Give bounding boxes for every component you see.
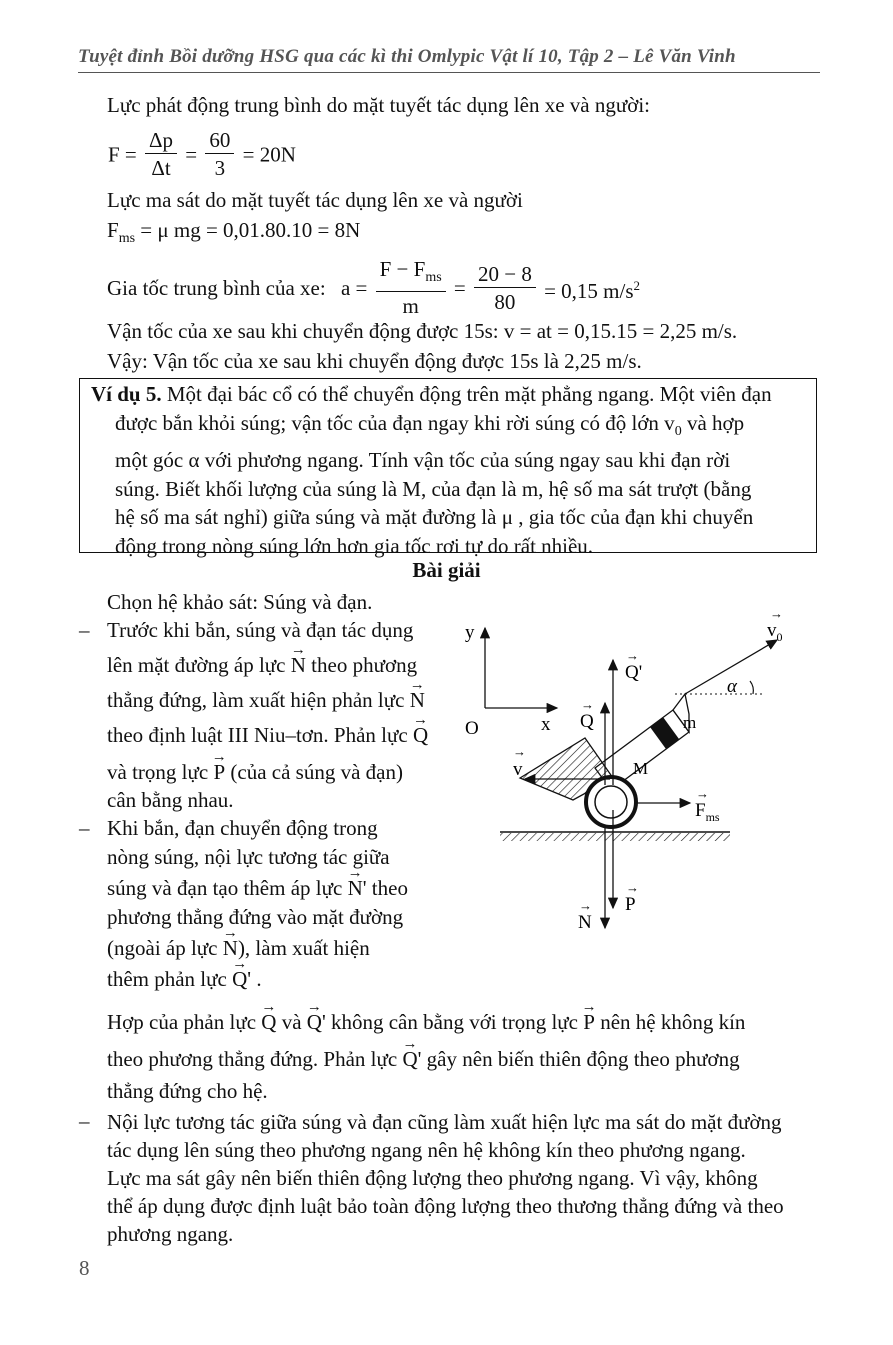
qp-text: Q: [625, 662, 639, 683]
origin-label: O: [465, 718, 479, 739]
b2-line-2: nòng súng, nội lực tương tác giữa: [107, 845, 390, 869]
p3-l1a: Hợp của phản lực: [107, 1010, 262, 1034]
b1-l4a: theo định luật III Niu–tơn. Phản lực: [107, 723, 413, 747]
vector-n: → N: [291, 652, 306, 678]
eq-sign: =: [453, 276, 466, 301]
p3-line-2: [107, 1046, 740, 1072]
b1-line-5: [107, 759, 403, 785]
b2-l6a: thêm phản lực: [107, 967, 233, 991]
velocity-line: Vận tốc của xe sau khi chuyển động được 15s: v = at = 0,15.15 = 2,25 m/s.: [107, 319, 738, 343]
n-label: N: [578, 912, 592, 933]
p4-line-4: thể áp dụng được định luật bảo toàn động lượng theo thương thẳng đứng và theo: [107, 1194, 784, 1218]
friction-rest: = μ mg = 0,01.80.10 = 8N: [135, 218, 361, 242]
q-prime-label: [625, 662, 642, 683]
qp-vector-arrow: →: [626, 648, 639, 663]
y-label: y: [465, 622, 475, 643]
bullet-dash-3: –: [79, 1109, 90, 1133]
b1-line-2: [107, 652, 417, 678]
running-header: Tuyệt đỉnh Bồi dưỡng HSG qua các kì thi Omlypic Vật lí 10, Tập 2 – Lê Văn Vinh: [78, 46, 736, 67]
example-label: Ví dụ 5.: [91, 382, 162, 406]
vector-n: → N: [410, 687, 425, 713]
cannon-force-diagram: [445, 610, 830, 935]
b1-l2a: lên mặt đường áp lực: [107, 653, 291, 677]
result-text: = 0,15 m/s: [544, 278, 634, 303]
prime: ': [362, 876, 367, 900]
v0-subscript: 0: [776, 630, 783, 644]
b2-line-1: Khi bắn, đạn chuyển động trong: [107, 816, 378, 840]
p3-line-3: thẳng đứng cho hệ.: [107, 1079, 268, 1103]
num-text: F − F: [379, 257, 426, 281]
fms-text: F: [695, 800, 706, 821]
p3-l2a: theo phương thẳng đứng. Phản lực: [107, 1047, 403, 1071]
q-label: Q: [580, 711, 594, 732]
choose-line: Chọn hệ khảo sát: Súng và đạn.: [107, 590, 373, 614]
v-vector-arrow: →: [513, 744, 526, 759]
p4-line-3: Lực ma sát gây nên biến thiên động lượng theo phương ngang. Vì vậy, không: [107, 1166, 758, 1190]
numerator: Δp: [145, 127, 177, 154]
acceleration-equation: [107, 256, 641, 319]
example-line-5: hệ số ma sát nghỉ) giữa súng và mặt đường là μ , gia tốc của đạn khi chuyển: [115, 505, 754, 530]
fraction-60-3: [205, 127, 234, 182]
fms-vector-arrow: →: [696, 786, 709, 801]
denominator: Δt: [151, 156, 171, 180]
vector-q: → Q: [261, 1009, 276, 1035]
vector-n: → N: [348, 875, 363, 901]
wheel-rim: [586, 777, 636, 827]
v0-label: [767, 620, 783, 644]
q-vector-arrow: →: [581, 697, 594, 712]
vector-n: → N: [223, 935, 238, 961]
p-label: P: [625, 894, 636, 915]
b2-l3a: súng và đạn tạo thêm áp lực: [107, 876, 348, 900]
fraction-f-fms-m: [376, 256, 446, 320]
accel-result: [544, 279, 640, 303]
b1-line-6: cân bằng nhau.: [107, 788, 234, 812]
eq-sign: =: [185, 142, 198, 167]
p3-l1b: và: [276, 1010, 307, 1034]
v0-text: v: [767, 620, 777, 641]
ms-subscript: ms: [118, 231, 136, 247]
vector-q: → Q: [413, 722, 428, 748]
alpha-label: α: [727, 676, 737, 697]
M-label: M: [633, 759, 649, 778]
denominator: 3: [214, 156, 226, 180]
example-l2a: được bắn khỏi súng; vận tốc của đạn ngay khi rời súng có độ lớn v: [115, 410, 675, 435]
b1-l3a: thẳng đứng, làm xuất hiện phản lực: [107, 688, 410, 712]
b2-l5b: ), làm xuất hiện: [237, 936, 370, 960]
coordinate-axes: [465, 622, 557, 739]
wheel: [586, 777, 636, 827]
fraction-dp-dt: [145, 127, 177, 182]
m-label: m: [683, 713, 697, 732]
fms-label: [695, 800, 720, 824]
example-line-3: một góc α với phương ngang. Tính vận tốc của súng ngay sau khi đạn rời: [115, 448, 731, 473]
qp-prime: ': [638, 662, 643, 683]
p3-l2b: ' gây nên biến thiên động theo phương: [417, 1047, 740, 1071]
vector-p: → P: [213, 759, 225, 785]
example-l1: Một đại bác cổ có thể chuyển động trên mặt phẳng ngang. Một viên đạn: [161, 382, 772, 406]
vector-q-prime: → Q: [307, 1009, 322, 1035]
intro-line-1: Lực phát động trung bình do mặt tuyết tác dụng lên xe và người:: [107, 93, 651, 117]
v0-sub: 0: [674, 423, 682, 439]
p3-l1c: ' không cân bằng với trọng lực: [321, 1010, 584, 1034]
accel-text: Gia tốc trung bình của xe:: [107, 276, 326, 301]
num-sub: ms: [425, 270, 442, 286]
example-line-2: [91, 409, 809, 447]
b1-line-4: [107, 722, 428, 748]
eq-result: = 20N: [242, 142, 296, 167]
solution-heading: Bài giải: [412, 558, 481, 582]
p4-line-5: phương ngang.: [107, 1222, 234, 1246]
v0-vector-arrow: →: [770, 610, 783, 621]
denominator: m: [402, 294, 419, 319]
f-symbol: F: [107, 218, 119, 242]
b1-line-3: [107, 687, 425, 713]
b2-line-6: [107, 966, 262, 992]
b1-l2b: theo phương: [305, 653, 418, 677]
p4-line-1: Nội lực tương tác giữa súng và đạn cũng làm xuất hiện lực ma sát do mặt đường: [107, 1110, 782, 1134]
b1-l5a: và trọng lực: [107, 760, 214, 784]
v-label: v: [513, 759, 523, 780]
example-l2b: và hợp: [681, 410, 745, 435]
accel-lhs: a =: [340, 276, 368, 301]
header-rule: [78, 72, 820, 73]
example-line-6: động trong nòng súng lớn hơn gia tốc rơi tự do rất nhiều.: [115, 533, 594, 558]
alpha-arc: [750, 681, 753, 694]
result-sup: 2: [633, 277, 641, 293]
p3-line-1: [107, 1009, 745, 1035]
eq-lhs: F =: [108, 142, 137, 167]
prime: ' .: [247, 967, 262, 991]
friction-equation: [107, 217, 360, 252]
b2-l5a: (ngoài áp lực: [107, 936, 223, 960]
ground-hatch: [500, 833, 730, 841]
x-label: x: [541, 714, 551, 735]
numerator: 60: [205, 127, 234, 154]
intro-line-2: Lực ma sát do mặt tuyết tác dụng lên xe và người: [107, 188, 523, 212]
ground: [500, 832, 730, 841]
page-number: 8: [79, 1256, 90, 1280]
denominator: 80: [494, 289, 516, 314]
bullet-dash-2: –: [79, 816, 90, 840]
force-equation: [108, 127, 296, 185]
b1-l5b: (của cả súng và đạn): [225, 760, 403, 784]
example-text: [91, 380, 809, 560]
numerator: [376, 256, 446, 292]
fraction-20-8-80: [474, 261, 536, 316]
b2-line-4: phương thẳng đứng vào mặt đường: [107, 905, 404, 929]
p4-line-2: tác dụng lên súng theo phương ngang nên hệ không kín theo phương ngang.: [107, 1138, 746, 1162]
fms-subscript: ms: [705, 810, 720, 824]
numerator: 20 − 8: [474, 261, 536, 288]
example-line-1: [91, 382, 772, 406]
vector-q-prime: → Q: [402, 1046, 417, 1072]
b2-l3b: theo: [366, 876, 408, 900]
bullet-dash-1: –: [79, 618, 90, 642]
b2-line-3: [107, 875, 408, 901]
p-vector-arrow: →: [626, 880, 639, 895]
vector-q: → Q: [232, 966, 247, 992]
p3-l1d: nên hệ không kín: [594, 1010, 746, 1034]
b1-line-1: Trước khi bắn, súng và đạn tác dụng: [107, 618, 414, 642]
n-vector-arrow: →: [579, 898, 592, 913]
example-line-4: súng. Biết khối lượng của súng là M, của đạn là m, hệ số ma sát trượt (bằng: [115, 476, 752, 501]
conclusion-line: Vậy: Vận tốc của xe sau khi chuyển động được 15s là 2,25 m/s.: [107, 349, 642, 373]
vector-p: → P: [583, 1009, 595, 1035]
